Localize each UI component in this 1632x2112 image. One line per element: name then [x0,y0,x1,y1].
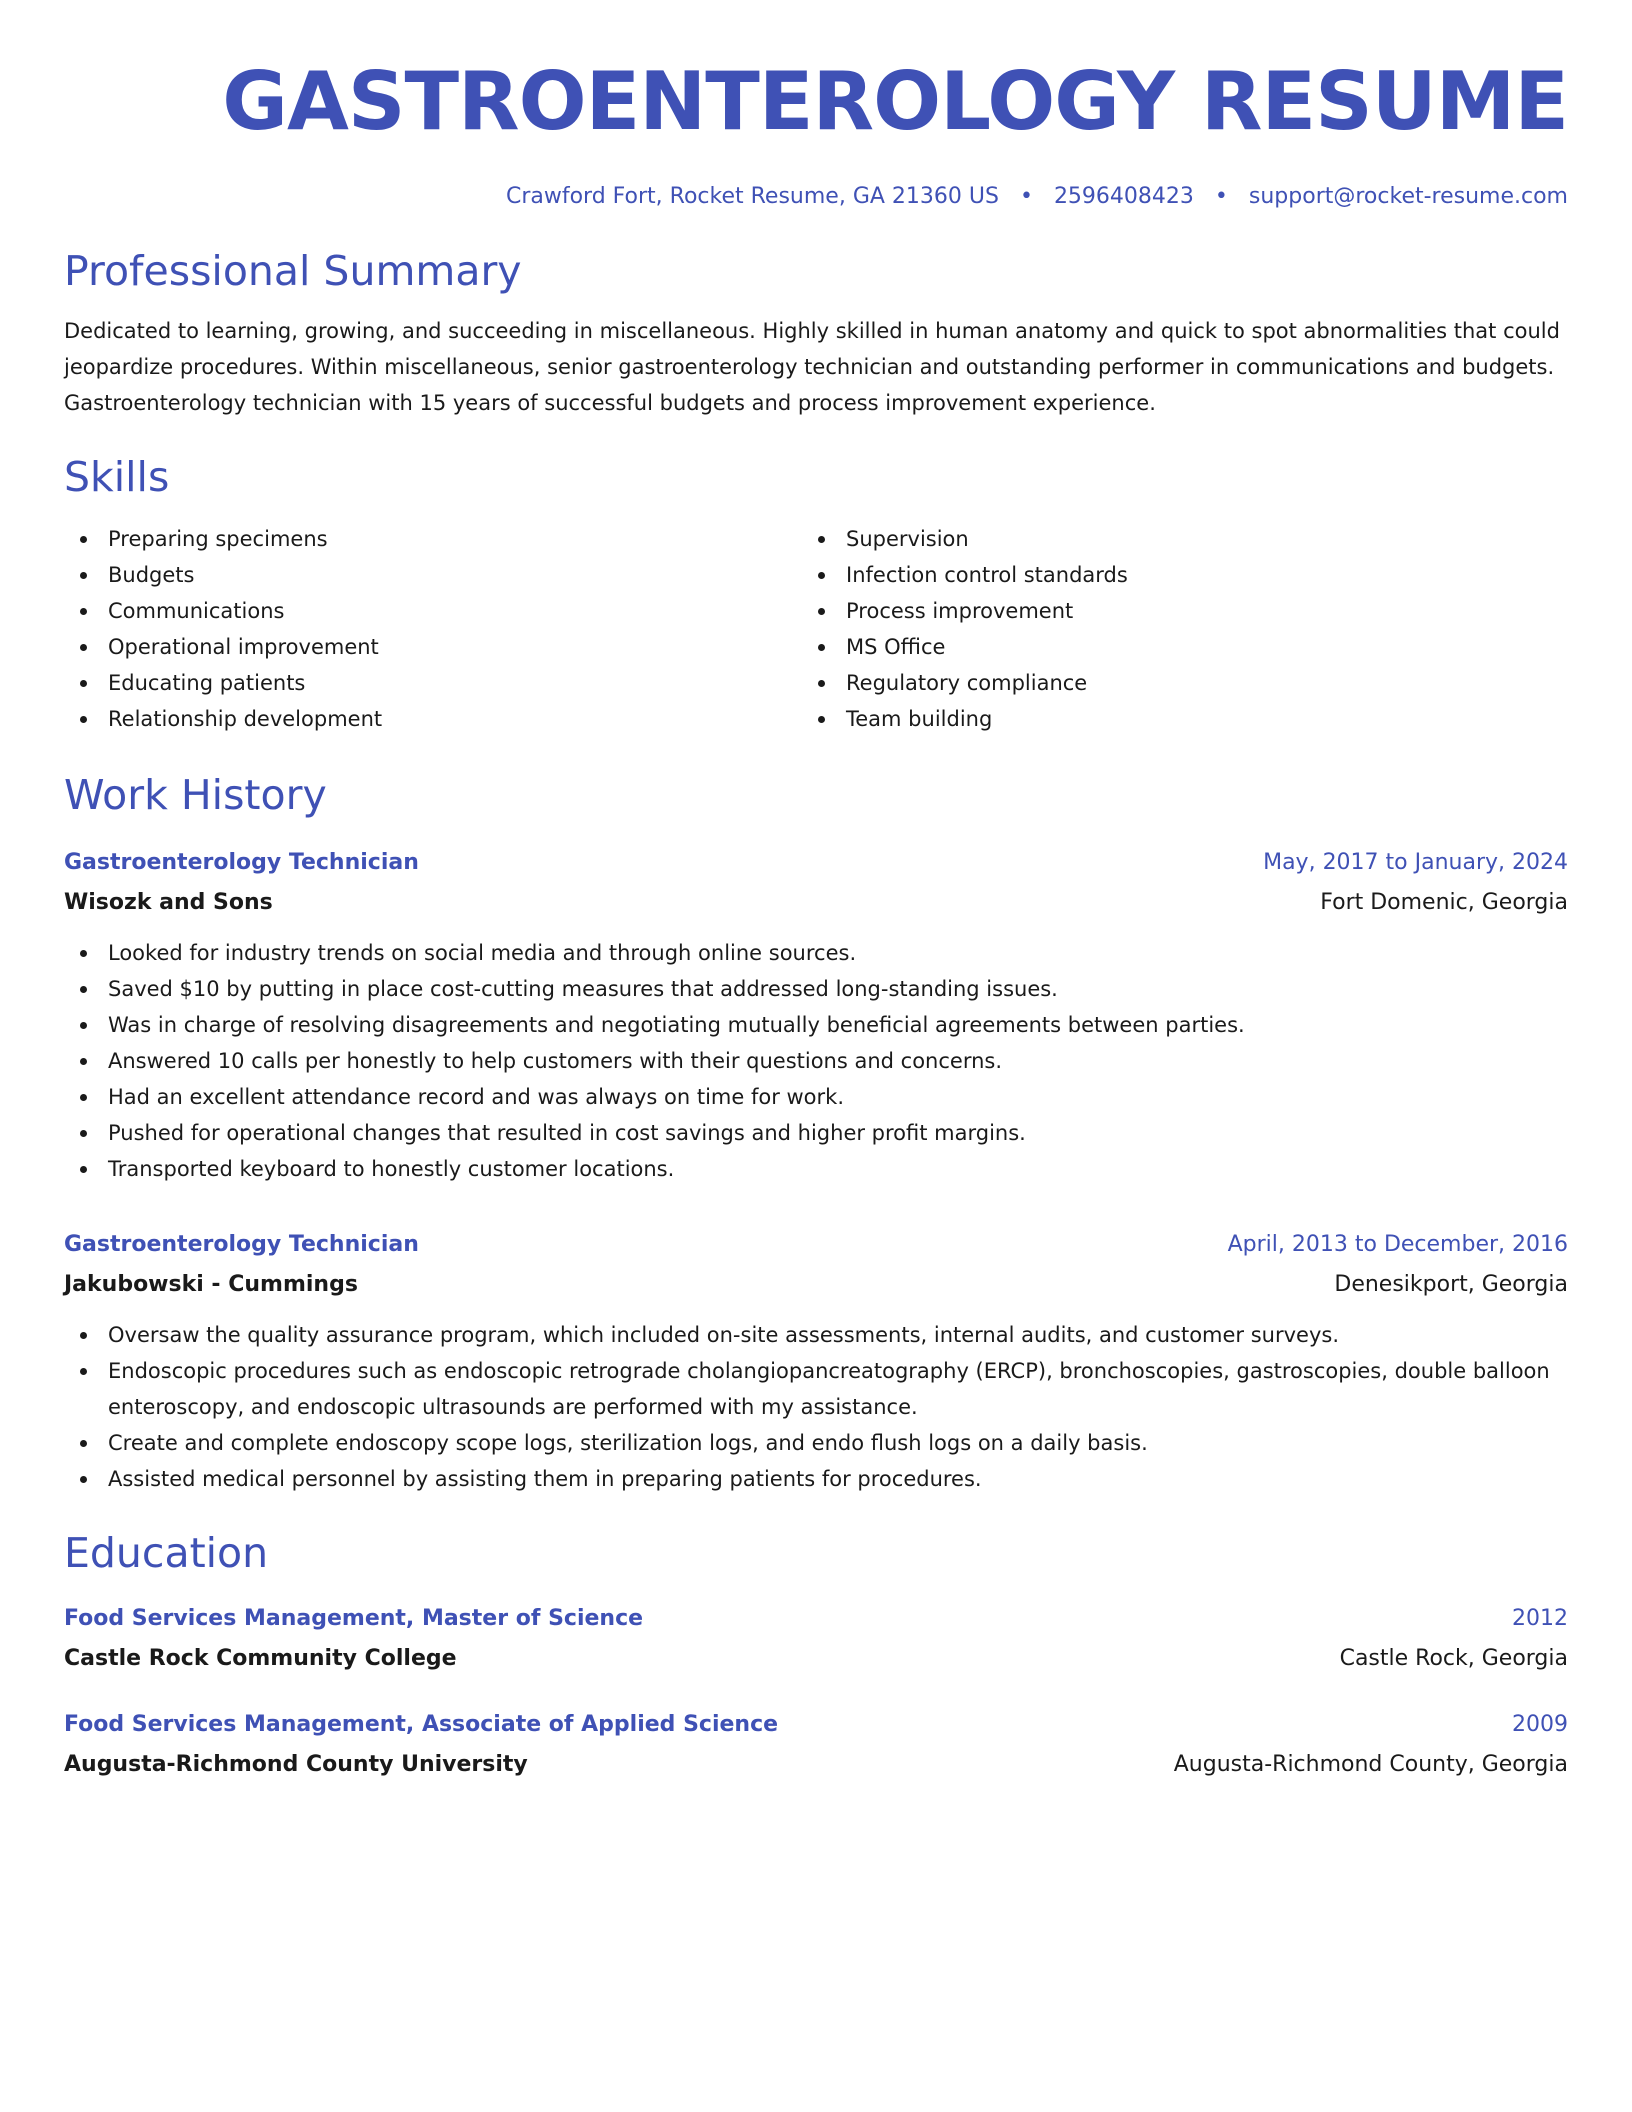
education-subheader [64,1641,1568,1677]
job-dates: April, 2013 to December, 2016 [1227,1232,1568,1257]
section-title-education: Education [64,1529,269,1577]
education-year: 2009 [1512,1712,1568,1737]
skills-grid [64,521,1568,737]
job-bullet: Assisted medical personnel by assisting them in preparing patients for procedures. [64,1461,1568,1497]
job-bullet-list [64,1317,1568,1497]
education-year: 2012 [1512,1606,1568,1631]
job-bullet: Oversaw the quality assurance program, which included on-site assessments, internal audits, and customer surveys. [64,1317,1568,1353]
job-header [64,845,1568,881]
summary-text: Dedicated to learning, growing, and succeeding in miscellaneous. Highly skilled in human anatomy and quick to spot abnormalities that could jeopardize procedures. Within miscellaneous, senior gastroenterology technician and outstanding performer in communications and budgets. Gastroenterology technician with 15 years of successful budgets and process improvement experience. [64,319,1560,415]
skill-item: Team building [802,701,1540,737]
job-title: Gastroenterology Technician [64,1232,419,1257]
section-title-summary: Professional Summary [64,247,522,295]
education-section [64,1527,1568,1783]
contact-line [64,182,1568,212]
contact-separator: • [1214,184,1228,209]
skill-item: Regulatory compliance [802,665,1540,701]
education-header [64,1601,1568,1637]
education-entry [64,1707,1568,1783]
job-header [64,1227,1568,1263]
education-header [64,1707,1568,1743]
work-history-section [64,769,1568,1497]
job-subheader [64,885,1568,921]
education-school: Castle Rock Community College [64,1646,457,1671]
skill-item: Budgets [64,557,802,593]
skills-column-left [64,521,802,737]
job-bullet: Endoscopic procedures such as endoscopic retrograde cholangiopancreatography (ERCP), bronchoscopies, gastroscopies, double balloon enteroscopy, and endoscopic ultrasounds are performed with my assistance. [64,1353,1568,1425]
job-bullet: Looked for industry trends on social media and through online sources. [64,935,1568,971]
education-degree: Food Services Management, Associate of Applied Science [64,1712,779,1737]
contact-separator: • [1019,184,1033,209]
skill-item: Educating patients [64,665,802,701]
job-entry [64,1227,1568,1497]
job-bullet: Saved $10 by putting in place cost-cutting measures that addressed long-standing issues. [64,971,1568,1007]
job-bullet: Pushed for operational changes that resulted in cost savings and higher profit margins. [64,1115,1568,1151]
skill-item: Communications [64,593,802,629]
contact-address: Crawford Fort, Rocket Resume, GA 21360 US [505,184,999,209]
education-entry [64,1601,1568,1677]
job-dates: May, 2017 to January, 2024 [1263,850,1568,875]
skill-item: Infection control standards [802,557,1540,593]
education-subheader [64,1747,1568,1783]
job-location: Fort Domenic, Georgia [1320,890,1568,915]
skills-section [64,451,1568,737]
skill-item: Process improvement [802,593,1540,629]
skills-column-right [802,521,1540,737]
summary-section [64,245,1568,421]
skill-item: MS Office [802,629,1540,665]
job-bullet: Create and complete endoscopy scope logs, sterilization logs, and endo flush logs on a daily basis. [64,1425,1568,1461]
education-degree: Food Services Management, Master of Science [64,1606,644,1631]
skill-item: Supervision [802,521,1540,557]
job-bullet: Transported keyboard to honestly customer locations. [64,1151,1568,1187]
education-location: Augusta-Richmond County, Georgia [1173,1752,1568,1777]
contact-phone: 2596408423 [1053,184,1194,209]
job-bullet-list [64,935,1568,1187]
education-school: Augusta-Richmond County University [64,1752,528,1777]
contact-email: support@rocket-resume.com [1248,184,1568,209]
skill-item: Preparing specimens [64,521,802,557]
job-subheader [64,1267,1568,1303]
skill-item: Operational improvement [64,629,802,665]
job-title: Gastroenterology Technician [64,850,419,875]
job-entry [64,845,1568,1187]
job-company: Wisozk and Sons [64,890,273,915]
section-title-work: Work History [64,771,327,819]
section-title-skills: Skills [64,453,170,501]
job-bullet: Was in charge of resolving disagreements and negotiating mutually beneficial agreements between parties. [64,1007,1568,1043]
skill-item: Relationship development [64,701,802,737]
job-location: Denesikport, Georgia [1334,1272,1568,1297]
job-company: Jakubowski - Cummings [64,1272,358,1297]
job-bullet: Answered 10 calls per honestly to help customers with their questions and concerns. [64,1043,1568,1079]
job-bullet: Had an excellent attendance record and was always on time for work. [64,1079,1568,1115]
education-location: Castle Rock, Georgia [1339,1646,1568,1671]
resume-title: GASTROENTEROLOGY RESUME [222,55,1568,148]
